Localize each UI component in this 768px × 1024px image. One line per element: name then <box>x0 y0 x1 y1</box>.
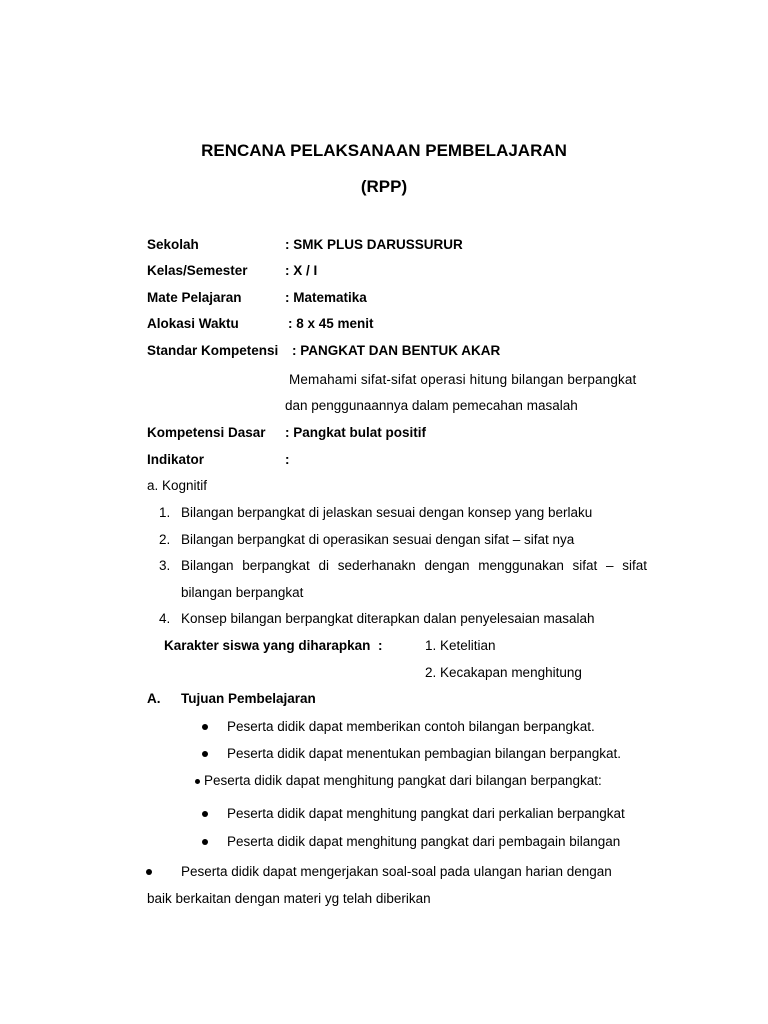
bullet-icon <box>146 869 152 875</box>
karakter-item: 1. Ketelitian <box>425 638 496 653</box>
alokasi-label: Alokasi Waktu <box>147 316 239 331</box>
kognitif-item-text-continuation: bilangan berpangkat <box>181 585 304 600</box>
bullet-icon <box>202 751 208 757</box>
sk-description-line-2: dan penggunaannya dalam pemecahan masalah <box>285 398 578 413</box>
alokasi-value: : 8 x 45 menit <box>288 316 374 331</box>
karakter-item: 2. Kecakapan menghitung <box>425 665 582 680</box>
karakter-colon: : <box>378 638 383 653</box>
tujuan-final-line-2: baik berkaitan dengan materi yg telah diberikan <box>147 891 431 906</box>
bullet-icon <box>202 811 208 817</box>
document-subtitle: (RPP) <box>360 177 408 196</box>
tujuan-final-line-1: Peserta didik dapat mengerjakan soal-soal pada ulangan harian dengan <box>181 864 612 879</box>
sekolah-value: : SMK PLUS DARUSSURUR <box>285 237 463 252</box>
indikator-value: : <box>285 452 290 467</box>
sk-label: Standar Kompetensi <box>147 343 279 358</box>
kelas-value: : X / I <box>285 263 318 278</box>
sekolah-label: Sekolah <box>147 237 199 252</box>
indikator-label: Indikator <box>147 452 205 467</box>
kognitif-heading: a. Kognitif <box>147 478 208 493</box>
sk-description-line-1: Memahami sifat-sifat operasi hitung bilangan berpangkat <box>289 372 637 387</box>
tujuan-bullet-item: Peserta didik dapat menghitung pangkat dari perkalian berpangkat <box>227 806 625 821</box>
document-title: RENCANA PELAKSANAAN PEMBELAJARAN <box>201 141 567 160</box>
kognitif-item-number: 2. <box>159 532 171 547</box>
kognitif-item-text: Bilangan berpangkat di jelaskan sesuai dengan konsep yang berlaku <box>181 505 593 520</box>
sk-value: : PANGKAT DAN BENTUK AKAR <box>292 343 501 358</box>
kognitif-item-text: Konsep bilangan berpangkat diterapkan dalan penyelesaian masalah <box>181 611 595 626</box>
tujuan-bullet-item: Peserta didik dapat menghitung pangkat dari pembagain bilangan <box>227 834 621 849</box>
bullet-icon <box>202 839 208 845</box>
tujuan-bullet-item: Peserta didik dapat memberikan contoh bilangan berpangkat. <box>227 719 595 734</box>
kelas-label: Kelas/Semester <box>147 263 248 278</box>
mapel-value: : Matematika <box>285 290 367 305</box>
karakter-label: Karakter siswa yang diharapkan <box>164 638 371 653</box>
tujuan-letter: A. <box>147 691 161 706</box>
bullet-icon <box>202 724 208 730</box>
mapel-label: Mate Pelajaran <box>147 290 242 305</box>
kognitif-item-text: Bilangan berpangkat di sederhanakn dengan menggunakan sifat – sifat <box>181 558 647 573</box>
kognitif-item-number: 1. <box>159 505 171 520</box>
kd-value: : Pangkat bulat positif <box>285 425 427 440</box>
tujuan-heading: Tujuan Pembelajaran <box>181 691 316 706</box>
tujuan-bullet-item: Peserta didik dapat menentukan pembagian bilangan berpangkat. <box>227 746 622 761</box>
kognitif-item-text: Bilangan berpangkat di operasikan sesuai dengan sifat – sifat nya <box>181 532 575 547</box>
kognitif-item-number: 4. <box>159 611 171 626</box>
bullet-icon <box>195 779 200 784</box>
kognitif-item-number: 3. <box>159 558 171 573</box>
tujuan-bullet-item: Peserta didik dapat menghitung pangkat dari bilangan berpangkat: <box>204 773 602 788</box>
kd-label: Kompetensi Dasar <box>147 425 266 440</box>
